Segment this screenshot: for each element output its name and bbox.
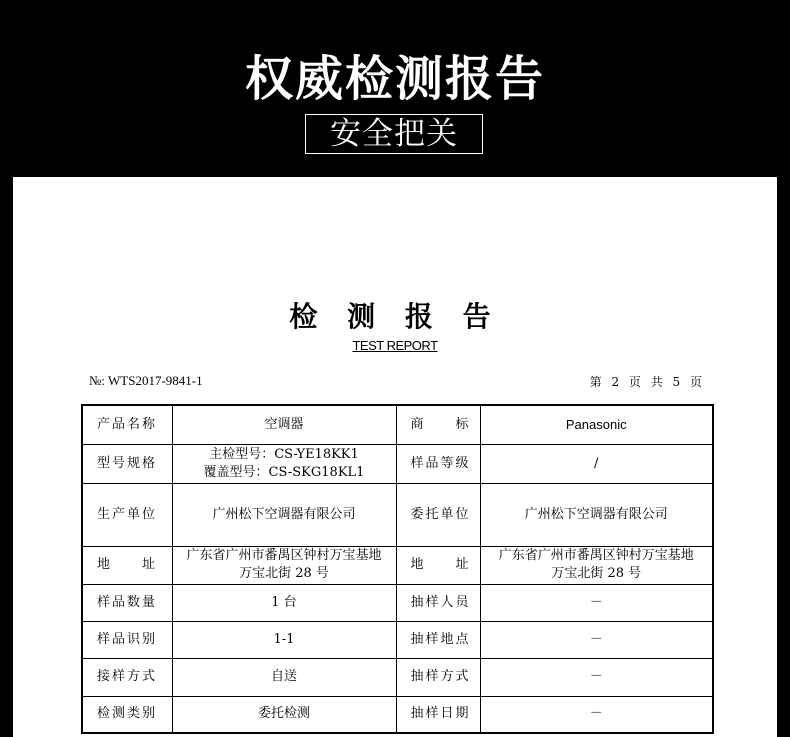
- value-test-category: 委托检测: [172, 696, 396, 733]
- table-row: [82, 405, 713, 444]
- report-page: [13, 177, 777, 737]
- value-sample-id: 1-1: [172, 621, 396, 658]
- label-sampling-location: 抽样地点: [396, 621, 480, 658]
- label-sampler: 抽样人员: [396, 584, 480, 621]
- label-product-name: 产品名称: [82, 405, 172, 444]
- table-row: [82, 584, 713, 621]
- label-sample-quantity: 样品数量: [82, 584, 172, 621]
- value-model: [172, 444, 396, 483]
- value-receipt-method: 自送: [172, 658, 396, 696]
- banner-title: 权威检测报告: [244, 51, 545, 107]
- label-address: 地 址: [82, 546, 172, 584]
- report-number: №: WTS2017-9841-1: [89, 373, 203, 388]
- value-model-cover: 覆盖型号：CS-SKG18KL1: [203, 464, 365, 480]
- table-row: [82, 444, 713, 483]
- label-trademark: 商 标: [396, 405, 480, 444]
- value-client-address-line2: 万宝北街 28 号: [551, 566, 642, 581]
- value-client-address-line1: 广东省广州市番禺区钟村万宝基地: [498, 548, 694, 563]
- label-sampling-date: 抽样日期: [396, 696, 480, 733]
- value-trademark: Panasonic: [480, 405, 713, 444]
- label-manufacturer: 生产单位: [82, 483, 172, 546]
- table-row: [82, 546, 713, 584]
- value-address: [172, 546, 396, 584]
- label-sampling-method: 抽样方式: [396, 658, 480, 696]
- value-model-main: 主检型号：CS-YE18KK1: [209, 446, 359, 462]
- label-model: 型号规格: [82, 444, 172, 483]
- value-address-line1: 广东省广州市番禺区钟村万宝基地: [186, 548, 382, 563]
- value-manufacturer: 广州松下空调器有限公司: [172, 483, 396, 546]
- value-sample-quantity: 1 台: [172, 584, 396, 621]
- table-row: [82, 621, 713, 658]
- value-client: 广州松下空调器有限公司: [480, 483, 713, 546]
- product-info-table: [81, 404, 714, 734]
- value-client-address: [480, 546, 713, 584]
- label-test-category: 检测类别: [82, 696, 172, 733]
- value-sampling-method: －: [480, 658, 713, 696]
- value-sampling-location: －: [480, 621, 713, 658]
- table-row: [82, 696, 713, 733]
- report-title: 检 测 报 告: [289, 300, 501, 333]
- report-subtitle: TEST REPORT: [352, 338, 438, 353]
- label-client: 委托单位: [396, 483, 480, 546]
- label-sample-grade: 样品等级: [396, 444, 480, 483]
- value-sampler: －: [480, 584, 713, 621]
- value-address-line2: 万宝北街 28 号: [239, 566, 329, 581]
- value-sampling-date: －: [480, 696, 713, 733]
- table-row: [82, 483, 713, 546]
- value-sample-grade: /: [480, 444, 713, 483]
- label-receipt-method: 接样方式: [82, 658, 172, 696]
- table-row: [82, 658, 713, 696]
- label-client-address: 地 址: [396, 546, 480, 584]
- banner-subtitle: 安全把关: [305, 114, 483, 154]
- value-product-name: 空调器: [172, 405, 396, 444]
- page-info: 第 2 页 共 5 页: [589, 375, 705, 389]
- label-sample-id: 样品识别: [82, 621, 172, 658]
